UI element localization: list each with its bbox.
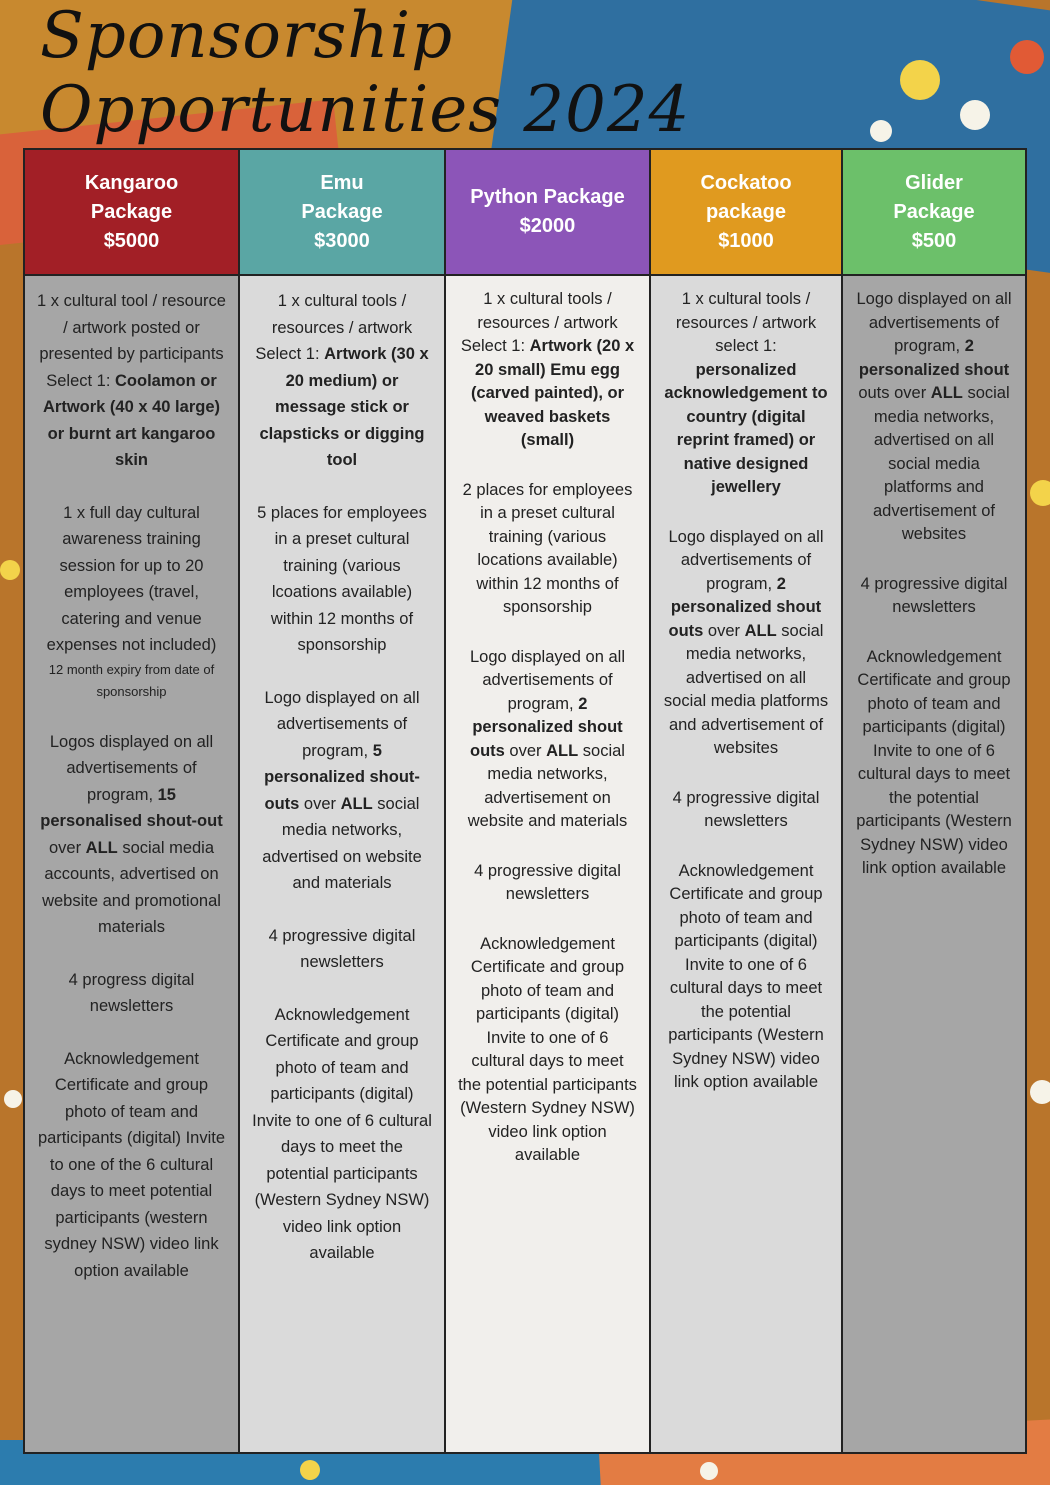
package-header	[25, 150, 238, 276]
sponsorship-table	[23, 148, 1027, 1454]
package-price: $2000	[519, 215, 576, 237]
package-name: Kangaroo Package	[84, 171, 179, 223]
package-benefit: Acknowledgement Certificate and group photo of team and participants (digital) Invite to one of 6 cultural days to meet the potential participants (Western Sydney NSW) video link option available	[252, 1005, 432, 1262]
package-benefit: Acknowledgement Certificate and group photo of team and participants (digital) Invite to one of 6 cultural days to meet the potential participants (Western Sydney NSW) video link option available	[668, 861, 824, 1091]
package-benefit: Logo displayed on all advertisements of program, 5 personalized shout-outs over ALL social media networks, advertised on website and materials	[262, 688, 422, 892]
package-price: $3000	[314, 229, 370, 252]
package-benefit: 4 progressive digital newsletters	[860, 574, 1008, 616]
page-title: Sponsorship Opportunities 2024	[40, 0, 691, 147]
package-benefit: 4 progressive digital newsletters	[474, 861, 621, 903]
package-benefit: 1 x cultural tools / resources / artwork Select 1: Artwork (20 x 20 small) Emu egg (carved painted), or weaved baskets (small)	[460, 290, 635, 449]
package-column-glider	[843, 150, 1025, 1452]
package-benefit: 1 x cultural tools / resources / artwork Select 1: Artwork (30 x 20 medium) or message stick or clapsticks or digging tool	[255, 292, 429, 469]
package-benefit: 4 progress digital newsletters	[68, 970, 195, 1015]
package-price: $1000	[718, 229, 774, 252]
package-benefit: 1 x full day cultural awareness training session for up to 20 employees (travel, catering and venue expenses not included) 12 month expiry from date of sponsorship	[46, 503, 217, 699]
package-name: Python Package	[470, 186, 625, 208]
package-column-cockatoo	[651, 150, 843, 1452]
package-details	[25, 276, 238, 1452]
package-column-python	[446, 150, 651, 1452]
package-price: $5000	[103, 229, 160, 252]
package-benefit: 4 progressive digital newsletters	[268, 926, 416, 971]
package-details	[651, 276, 841, 1452]
package-benefit: 4 progressive digital newsletters	[672, 788, 820, 830]
package-name: Cockatoo package	[700, 171, 792, 223]
package-details	[843, 276, 1025, 1452]
package-details	[240, 276, 444, 1452]
package-benefit: Logo displayed on all advertisements of program, 2 personalized shout outs over ALL social media networks, advertisement on website and materials	[467, 647, 628, 830]
package-header	[651, 150, 841, 276]
package-benefit: Acknowledgement Certificate and group photo of team and participants (digital) Invite to one of 6 cultural days to meet the potential participants (Western Sydney NSW) video link option available	[856, 647, 1012, 877]
package-header	[843, 150, 1025, 276]
package-column-kangaroo	[25, 150, 240, 1452]
package-benefit: Acknowledgement Certificate and group photo of team and participants (digital) Invite to one of the 6 cultural days to meet potential participants (western sydney NSW) video link option available	[37, 1049, 226, 1280]
package-header	[240, 150, 444, 276]
package-benefit: 2 places for employees in a preset cultural training (various locations available) within 12 months of sponsorship	[462, 480, 633, 616]
package-benefit: Logo displayed on all advertisements of program, 2 personalized shout outs over ALL social media networks, advertised on all social media platforms and advertisement of websites	[663, 527, 829, 757]
package-benefit: 1 x cultural tool / resource / artwork posted or presented by participants Select 1: Coolamon or Artwork (40 x 40 large) or burnt art kangaroo skin	[37, 292, 226, 469]
package-benefit: 5 places for employees in a preset cultural training (various lcoations available) within 12 months of sponsorship	[257, 503, 427, 654]
package-benefit: Acknowledgement Certificate and group photo of team and participants (digital) Invite to one of 6 cultural days to meet the potential participants (Western Sydney NSW) video link option available	[458, 934, 637, 1164]
package-column-emu	[240, 150, 446, 1452]
package-details	[446, 276, 649, 1452]
package-name: Glider Package	[893, 171, 975, 223]
package-benefit: Logos displayed on all advertisements of program, 15 personalised shout-out over ALL social media accounts, advertised on website and promotional materials	[40, 732, 223, 936]
package-header	[446, 150, 649, 276]
package-name: Emu Package	[301, 171, 383, 223]
package-benefit: 1 x cultural tools / resources / artwork select 1: personalized acknowledgement to country (digital reprint framed) or native designed jewellery	[664, 290, 828, 496]
package-benefit: Logo displayed on all advertisements of program, 2 personalized shout outs over ALL social media networks, advertised on all social media platforms and advertisement of websites	[856, 290, 1012, 543]
package-price: $500	[911, 229, 957, 252]
